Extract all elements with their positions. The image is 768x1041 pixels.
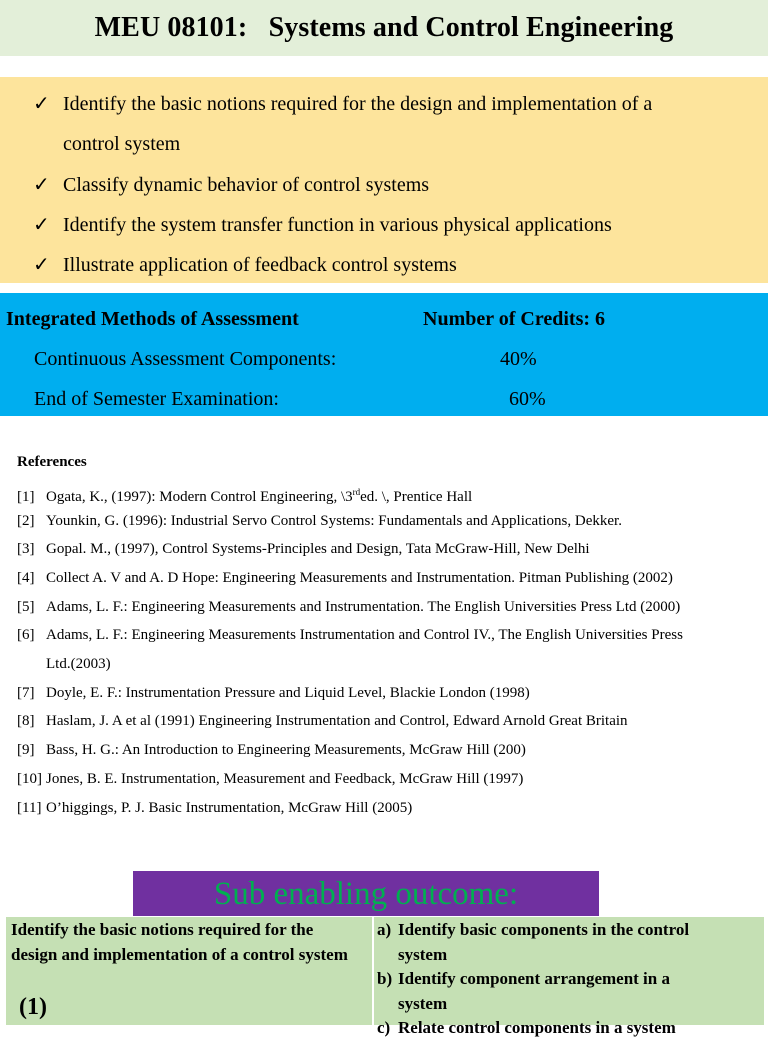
reference-item	[17, 712, 628, 731]
reference-text: Bass, H. G.: An Introduction to Engineering Measurements, McGraw Hill (200)	[46, 742, 526, 758]
reference-number: [4]	[17, 570, 35, 586]
reference-item	[17, 512, 622, 531]
assessment-heading: Integrated Methods of Assessment	[6, 308, 299, 330]
reference-item	[17, 770, 523, 789]
sub-enabling-outcome-heading: Sub enabling outcome:	[213, 876, 519, 912]
outcome-left-text: Identify the basic notions required for the design and implementation of a control system	[11, 920, 348, 964]
sub-enabling-outcome-bar	[133, 871, 599, 918]
reference-number: [1]	[17, 489, 35, 505]
reference-number: [9]	[17, 742, 35, 758]
credits-label: Number of Credits: 6	[423, 308, 606, 330]
objective-item	[33, 173, 753, 197]
reference-number: [11]	[17, 800, 42, 816]
reference-item	[17, 598, 680, 617]
reference-superscript: rd	[352, 487, 361, 497]
objective-item	[33, 253, 753, 277]
references-heading: References	[17, 454, 87, 470]
reference-text: Doyle, E. F.: Instrumentation Pressure and Liquid Level, Blackie London (1998)	[46, 685, 530, 701]
objective-text: Identify the basic notions required for the design and implementation of a	[63, 93, 653, 115]
checkmark-icon: ✓	[33, 93, 50, 115]
reference-item	[17, 483, 472, 507]
reference-text: Ogata, K., (1997): Modern Control Engineering, \3	[46, 489, 353, 505]
reference-item	[17, 799, 412, 818]
reference-number: [3]	[17, 541, 35, 557]
reference-number: [8]	[17, 713, 35, 729]
reference-text: Collect A. V and A. D Hope: Engineering Measurements and Instrumentation. Pitman Publishing (2002)	[46, 570, 673, 586]
outcome-item-label: b)	[377, 969, 393, 988]
reference-text: O’higgings, P. J. Basic Instrumentation, McGraw Hill (2005)	[46, 800, 413, 816]
reference-number: [2]	[17, 513, 35, 529]
outcome-item-text-continued: system	[398, 993, 448, 1013]
objective-text: Identify the system transfer function in various physical applications	[63, 214, 612, 236]
reference-text: Adams, L. F.: Engineering Measurements Instrumentation and Control IV., The English Universities Press	[46, 627, 683, 643]
assessment-component-label: End of Semester Examination:	[34, 388, 279, 410]
reference-text: Younkin, G. (1996): Industrial Servo Control Systems: Fundamentals and Applications, Dekker.	[46, 513, 622, 529]
objectives-box	[0, 77, 768, 283]
reference-number: [5]	[17, 599, 35, 615]
reference-item	[17, 540, 590, 559]
reference-text: Gopal. M., (1997), Control Systems-Principles and Design, Tata McGraw-Hill, New Delhi	[46, 541, 590, 557]
objective-text: Illustrate application of feedback control systems	[63, 254, 457, 276]
reference-item	[17, 684, 530, 703]
outcome-item-text: Relate control components in a system	[398, 1018, 676, 1037]
reference-number: [6]	[17, 627, 35, 643]
checkmark-icon: ✓	[33, 254, 50, 276]
reference-text-end: ed. \, Prentice Hall	[360, 489, 473, 505]
outcome-table	[6, 916, 764, 1037]
assessment-box	[0, 293, 768, 416]
reference-text: Haslam, J. A et al (1991) Engineering Instrumentation and Control, Edward Arnold Great Britain	[46, 713, 628, 729]
reference-text-continued: Ltd.(2003)	[46, 656, 111, 672]
outcome-item-text: Identify component arrangement in a	[398, 969, 670, 988]
objective-item	[33, 213, 753, 237]
outcome-number: (1)	[19, 994, 47, 1020]
assessment-component-value: 60%	[509, 388, 546, 410]
checkmark-icon: ✓	[33, 214, 50, 236]
reference-item	[17, 626, 683, 645]
outcome-item-text: Identify basic components in the control	[398, 920, 690, 939]
objective-text: Classify dynamic behavior of control systems	[63, 174, 430, 196]
page-title: MEU 08101: Systems and Control Engineering	[94, 12, 674, 43]
reference-number: [7]	[17, 685, 35, 701]
reference-text: Adams, L. F.: Engineering Measurements and Instrumentation. The English Universities Press Ltd (2000)	[46, 599, 681, 615]
reference-number: [10]	[17, 771, 42, 787]
outcome-item-label: a)	[377, 920, 392, 939]
objective-text-continued: control system	[63, 133, 181, 155]
assessment-component-label: Continuous Assessment Components:	[34, 348, 337, 370]
reference-item	[17, 569, 673, 588]
assessment-component-value: 40%	[500, 348, 537, 370]
reference-item	[17, 741, 526, 760]
reference-item-continued	[46, 655, 111, 674]
checkmark-icon: ✓	[33, 174, 50, 196]
outcome-item-label: c)	[377, 1018, 391, 1037]
objective-item	[33, 92, 753, 155]
reference-text: Jones, B. E. Instrumentation, Measurement and Feedback, McGraw Hill (1997)	[46, 771, 524, 787]
table-divider	[372, 917, 374, 1025]
title-bar	[0, 0, 768, 56]
outcome-item-text-continued: system	[398, 944, 448, 964]
